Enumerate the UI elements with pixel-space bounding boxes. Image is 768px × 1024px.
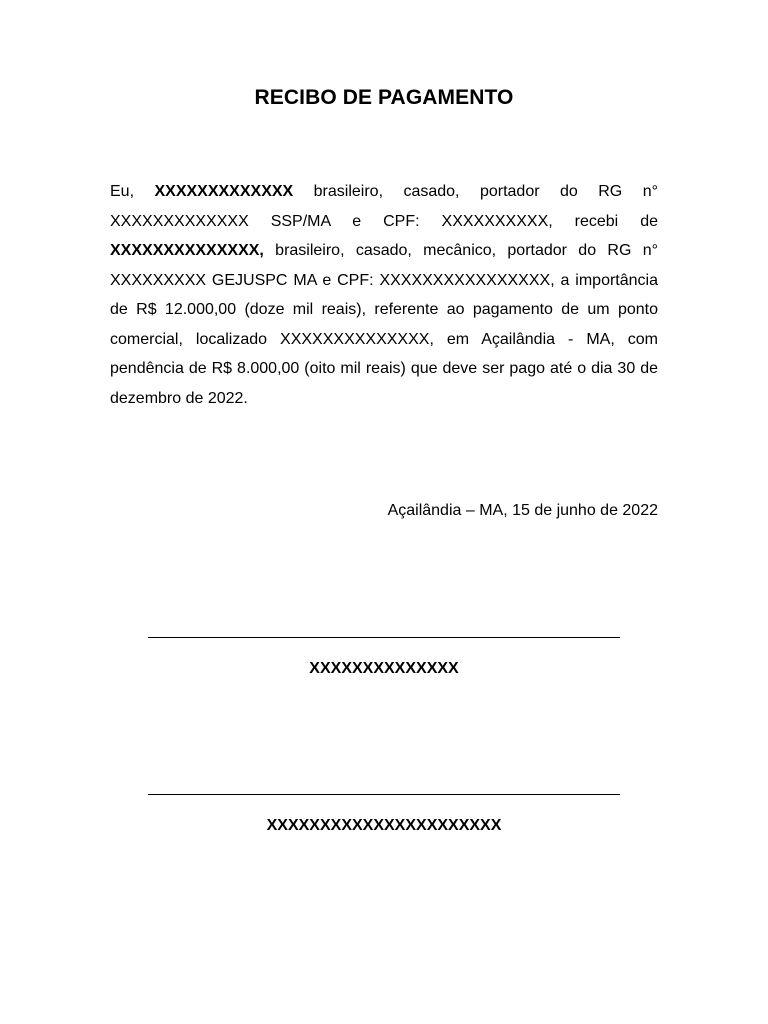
signature-name: XXXXXXXXXXXXXX: [309, 660, 459, 677]
signature-line: [148, 794, 620, 795]
paragraph-receiver-details-text: brasileiro, casado, mecânico, portador do RG n° XXXXXXXXX GEJUSPC MA e CPF: XXXXXXXXXXXXXXXX, a importância de R$ 12.000,00 (doze mil reais), referente ao pagamento de um ponto comercial, localizado XXXXXXXXXXXXXX, em Açailândia - MA, com pendência de R$ 8.000,00 (oito mil reais) que deve ser pago até o dia 30 de dezembro de 2022.: [110, 242, 658, 407]
paragraph-payer-details-text: brasileiro, casado, portador do RG n° XXXXXXXXXXXXX SSP/MA e CPF: XXXXXXXXXX, recebi de: [110, 183, 658, 230]
paragraph-intro-text: Eu,: [110, 183, 155, 200]
document-title: RECIBO DE PAGAMENTO: [254, 86, 514, 109]
signature-line: [148, 637, 620, 638]
receipt-paragraph: [110, 177, 658, 413]
place-and-date: Açailândia – MA, 15 de junho de 2022: [387, 502, 658, 519]
receiver-name: XXXXXXXXXXXXXX,: [110, 242, 264, 259]
payer-name: XXXXXXXXXXXXX: [154, 183, 294, 200]
signature-name: XXXXXXXXXXXXXXXXXXXXXX: [266, 817, 502, 834]
